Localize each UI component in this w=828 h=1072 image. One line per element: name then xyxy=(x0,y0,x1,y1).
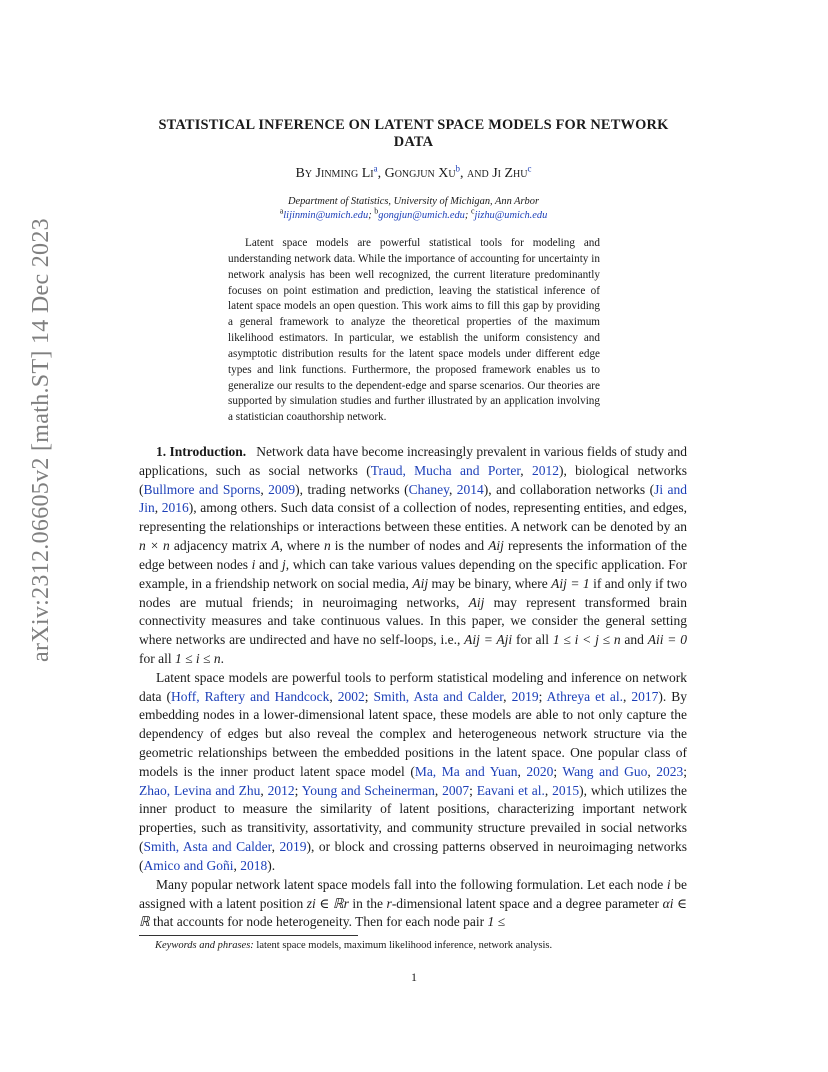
citation-link[interactable]: Smith, Asta and Calder xyxy=(373,688,504,704)
page-number: 1 xyxy=(411,970,417,984)
math-inline: n xyxy=(323,538,331,554)
text-run: , which can take various values depending on the specific application. For example, in a friendship network on social media, xyxy=(139,556,687,591)
footnote-rule xyxy=(139,935,358,936)
text-run: ), or block and crossing patterns observed in neuroimaging networks ( xyxy=(139,839,687,873)
citation-year[interactable]: 2012 xyxy=(267,782,295,798)
text-run: ), trading networks ( xyxy=(295,481,409,497)
citation-link[interactable]: Wang and Guo xyxy=(562,763,648,779)
text-run: ), which utilizes the inner product to measure the similarity of latent positions, characterizing important network properties, such as transitivity, assortativity, and community structure prevailed in social networks ( xyxy=(139,782,688,855)
by-word: By xyxy=(295,166,313,181)
email-link[interactable]: jizhu@umich.edu xyxy=(474,210,548,221)
arxiv-identifier-text: arXiv:2312.06605v2 [math.ST] 14 Dec 2023 xyxy=(28,218,54,662)
math-inline: Aij xyxy=(488,538,504,554)
citation-year[interactable]: 2019 xyxy=(279,839,307,855)
citation-link[interactable]: Chaney xyxy=(408,481,449,497)
affiliation: Department of Statistics, University of Michigan, Ann Arbor xyxy=(288,196,539,207)
text-run: , where xyxy=(279,538,324,554)
text-run: in the xyxy=(348,895,387,911)
author-mark[interactable]: c xyxy=(527,163,532,174)
text-run: . xyxy=(220,650,224,666)
keywords-footnote xyxy=(155,939,685,953)
citation-link[interactable]: Ji and Jin xyxy=(139,481,688,516)
text-run: ). By embedding nodes in a lower-dimensional latent space, these models are able to not only capture the dependency of edges but also reveal the complex and heterogeneous network structure via the geometric relationships between the embedded positions in the latent space. One popular class of models is the inner product latent space model ( xyxy=(139,688,687,779)
citation-link[interactable]: Amico and Goñi xyxy=(143,857,234,873)
paragraph-1: 1. Introduction. Network data have become increasingly prevalent in various fields of study and applications, such as social networks (Traud, Mucha and Porter, 2012), biological networks (Bullmore and Sporns, 2009), trading networks (Chaney, 2014), and collaboration networks (Ji and Jin, 2016), among others. Such data consist of a collection of nodes, representing entities, and edges, representing the relationships or interactions between these entities. A network can be denoted by an n × n adjacency matrix A, where n is the number of nodes and Aij represents the information of the edge between nodes i and j, which can take various values depending on the specific application. For example, in a friendship network on social media, Aij may be binary, where Aij = 1 if and only if two nodes are mutual friends; in neuroimaging networks, Aij may represent transformed brain connectivity measures and take continuous values. In this paper, we consider the general setting where networks are undirected and have no self-loops, i.e., Aij = Aji for all 1 ≤ i < j ≤ n and Aii = 0 for all 1 ≤ i ≤ n. xyxy=(139,444,688,666)
math-inline: 1 ≤ i < j ≤ n xyxy=(552,632,621,648)
math-inline: i xyxy=(251,556,256,572)
text-run: that accounts for node heterogeneity. Then for each node pair xyxy=(149,914,488,930)
citation-link[interactable]: Smith, Asta and Calder xyxy=(143,839,272,855)
math-inline: Aij xyxy=(468,594,485,610)
citation-link[interactable]: Eavani et al. xyxy=(476,782,545,798)
text-run: ), and collaboration networks ( xyxy=(483,481,655,497)
and-word: and xyxy=(467,166,489,181)
text-run: ). xyxy=(267,857,276,873)
title-line-2: DATA xyxy=(393,134,434,150)
citation-link[interactable]: Bullmore and Sporns xyxy=(143,481,261,497)
citation-year[interactable]: 2023 xyxy=(656,763,684,779)
citation-link[interactable]: Traud, Mucha and Porter xyxy=(370,462,521,478)
author-name: Jinming Li xyxy=(315,166,374,181)
keywords-text: latent space models, maximum likelihood inference, network analysis. xyxy=(256,940,553,951)
citation-year[interactable]: 2014 xyxy=(456,481,484,497)
arxiv-identifier xyxy=(22,218,62,670)
math-inline: n × n xyxy=(139,538,170,554)
email-list: $^a$lijinmin@umich.edu; $^b$gongjun@umich.edu; $^c$jizhu@umich.edu xyxy=(279,206,548,221)
keywords-label: Keywords and phrases: xyxy=(155,940,254,951)
math-inline: 1 ≤ i ≤ n xyxy=(175,650,221,666)
text-run: and xyxy=(255,556,282,572)
citation-year[interactable]: 2018 xyxy=(240,857,268,873)
math-inline: r xyxy=(386,895,392,911)
text-run: if and only if two nodes are mutual friends; in neuroimaging networks, xyxy=(139,575,688,610)
text-run: represents the information of the edge between nodes xyxy=(139,538,687,572)
text-run: for all xyxy=(512,632,553,648)
text-run: and xyxy=(620,632,648,648)
math-inline: A xyxy=(271,538,280,554)
math-inline: Aij xyxy=(412,575,429,591)
email-link[interactable]: lijinmin@umich.edu xyxy=(283,210,369,221)
text-run: be assigned with a latent position xyxy=(139,876,688,911)
citation-year[interactable]: 2017 xyxy=(631,688,659,704)
math-inline: αi ∈ ℝ xyxy=(139,895,687,930)
math-inline: Aij = Aji xyxy=(464,632,513,648)
email-mark: c xyxy=(470,206,475,216)
email-mark: a xyxy=(279,206,284,216)
citation-year[interactable]: 2009 xyxy=(268,481,296,497)
paragraph-2: Latent space models are powerful tools to perform statistical modeling and inference on network data (Hoff, Raftery and Handcock, 2002; Smith, Asta and Calder, 2019; Athreya et al., 2017). By embedding nodes in a lower-dimensional latent space, these models are able to not only capture the dependency of edges but also reveal the complex and heterogeneous network structure via the geometric relationships between the embedded positions in the latent space. One popular class of models is the inner product latent space model (Ma, Ma and Yuan, 2020; Wang and Guo, 2023; Zhao, Levina and Zhu, 2012; Young and Scheinerman, 2007; Eavani et al., 2015), which utilizes the inner product to measure the similarity of latent positions, characterizing important network properties, such as transitivity, assortativity, and community structure prevailed in social networks (Smith, Asta and Calder, 2019), or block and crossing patterns observed in neuroimaging networks (Amico and Goñi, 2018). xyxy=(139,669,688,873)
author-name: Gongjun Xu xyxy=(384,166,456,181)
text-run: ), biological networks ( xyxy=(139,462,687,497)
text-run: may represent transformed brain connectivity measures and take continuous values. In this paper, we consider the general setting where networks are undirected and have no self-loops, i.e., xyxy=(139,594,687,648)
author-mark[interactable]: a xyxy=(373,163,378,174)
citation-year[interactable]: 2015 xyxy=(552,782,580,798)
section-heading: 1. Introduction. xyxy=(156,444,247,459)
affiliation-block xyxy=(140,195,687,223)
section-introduction xyxy=(139,443,687,932)
math-inline: i xyxy=(666,876,671,892)
text-run: ), among others. Such data consist of a collection of nodes, representing entities, and edges, representing the relationships or interactions between these entities. A network can be denoted by an xyxy=(139,500,687,535)
citation-year[interactable]: 2007 xyxy=(442,782,470,798)
text-run: for all xyxy=(139,650,175,666)
citation-link[interactable]: Ma, Ma and Yuan xyxy=(414,763,518,779)
citation-year[interactable]: 2020 xyxy=(526,763,554,779)
text-run: Network data have become increasingly prevalent in various fields of study and applications, such as social networks ( xyxy=(139,444,688,478)
math-inline: Aij = 1 xyxy=(551,575,590,591)
citation-link[interactable]: Young and Scheinerman xyxy=(301,782,435,798)
text-run: Latent space models are powerful tools to perform statistical modeling and inference on network data ( xyxy=(139,669,687,704)
citation-link[interactable]: Athreya et al. xyxy=(546,688,623,704)
text-run: may be binary, where xyxy=(428,575,552,591)
abstract: Latent space models are powerful statistical tools for modeling and understanding network data. While the importance of accounting for uncertainty in network analysis has been well recognized, the current literature predominantly focuses on point estimation and prediction, leaving the statistical inference of latent space models an open question. This work aims to fill this gap by providing a general framework to analyze the theoretical properties of the maximum likelihood estimators. In particular, we establish the uniform consistency and asymptotic distribution results for the latent space models under different edge types and link functions. Furthermore, the proposed framework enables us to generalize our results to the dependent-edge and sparse scenarios. Our theories are supported by simulation studies and further illustrated by an application involving a statistician coauthorship network. xyxy=(228,237,600,424)
text-run: is the number of nodes and xyxy=(330,538,489,554)
paper-title xyxy=(140,117,687,151)
citation-link[interactable]: Zhao, Levina and Zhu xyxy=(139,782,261,798)
math-inline: zi ∈ ℝr xyxy=(306,895,349,911)
text-run: -dimensional latent space and a degree parameter xyxy=(391,895,663,911)
citation-year[interactable]: 2016 xyxy=(161,500,189,516)
citation-year[interactable]: 2012 xyxy=(531,462,559,478)
email-mark: b xyxy=(374,206,379,216)
title-line-1: STATISTICAL INFERENCE ON LATENT SPACE MODELS FOR NETWORK xyxy=(158,117,669,133)
math-inline: 1 ≤ xyxy=(487,914,505,930)
citation-year[interactable]: 2002 xyxy=(337,688,365,704)
text-run: Many popular network latent space models fall into the following formulation. Let each node xyxy=(156,876,667,892)
math-inline: Aii = 0 xyxy=(647,632,687,648)
citation-link[interactable]: Hoff, Raftery and Handcock xyxy=(171,688,330,704)
author-name: Ji Zhu xyxy=(492,166,528,181)
paragraph-3 xyxy=(139,876,687,932)
author-list: By Jinming Li$^a$, Gongjun Xu$^b$, and Ji Zhu$^c$ xyxy=(295,163,532,181)
author-mark[interactable]: b xyxy=(455,163,461,174)
email-link[interactable]: gongjun@umich.edu xyxy=(378,210,465,221)
citation-year[interactable]: 2019 xyxy=(511,688,539,704)
math-inline: j xyxy=(282,556,286,572)
text-run: adjacency matrix xyxy=(169,538,272,554)
